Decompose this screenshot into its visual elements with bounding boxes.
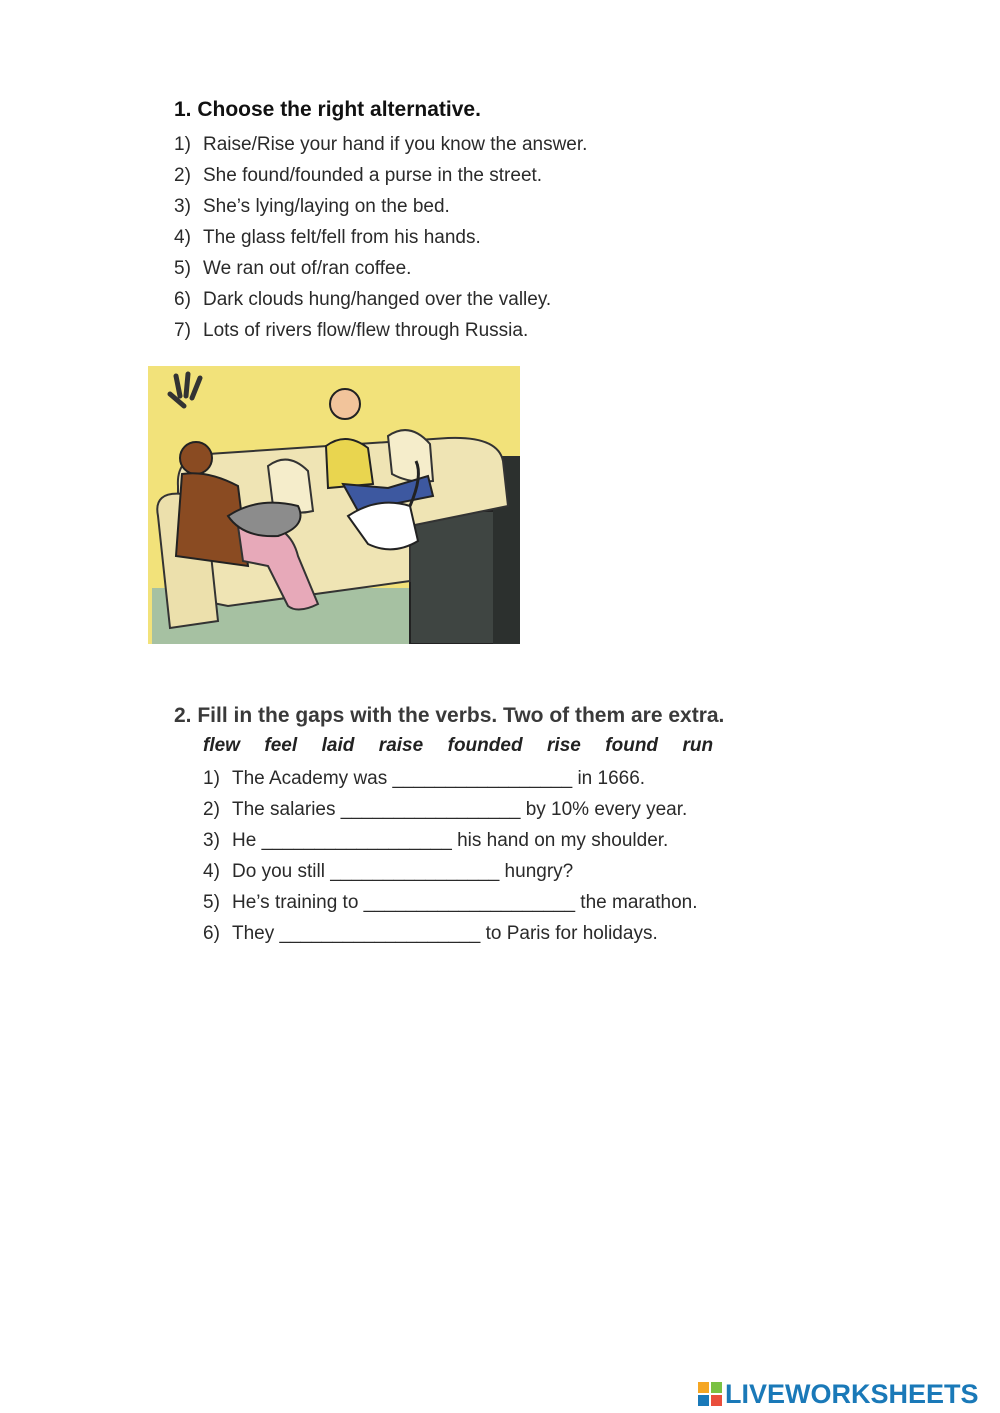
list-item bbox=[203, 858, 698, 889]
list-item bbox=[174, 255, 587, 286]
item-text: Raise/Rise your hand if you know the answer. bbox=[203, 134, 588, 155]
item-number: 6) bbox=[174, 289, 191, 310]
list-item bbox=[174, 224, 587, 255]
item-text: We ran out of/ran coffee. bbox=[203, 258, 412, 279]
item-text: Lots of rivers flow/flew through Russia. bbox=[203, 320, 529, 341]
item-text-after: the marathon. bbox=[575, 892, 698, 913]
liveworksheets-logo[interactable] bbox=[697, 1378, 993, 1410]
item-number: 5) bbox=[174, 258, 191, 279]
item-text-after: hungry? bbox=[499, 861, 574, 882]
word-bank-item: founded bbox=[447, 735, 523, 756]
word-bank-item: raise bbox=[378, 735, 424, 756]
word-bank-item: rise bbox=[547, 735, 581, 756]
word-bank-item: laid bbox=[321, 735, 355, 756]
item-number: 2) bbox=[203, 799, 220, 820]
list-item bbox=[174, 193, 587, 224]
answer-blank[interactable]: _________________ bbox=[340, 799, 521, 820]
answer-blank[interactable]: ____________________ bbox=[363, 892, 576, 913]
list-item bbox=[203, 796, 698, 827]
item-text: Dark clouds hung/hanged over the valley. bbox=[203, 289, 552, 310]
item-text-before: The Academy was bbox=[232, 768, 393, 789]
answer-blank[interactable]: __________________ bbox=[261, 830, 452, 851]
item-text: She found/founded a purse in the street. bbox=[203, 165, 543, 186]
item-text-before: Do you still bbox=[232, 861, 331, 882]
item-text: She’s lying/laying on the bed. bbox=[203, 196, 450, 217]
answer-blank[interactable]: ___________________ bbox=[279, 923, 481, 944]
item-number: 6) bbox=[203, 923, 220, 944]
word-bank bbox=[203, 735, 733, 757]
item-number: 1) bbox=[203, 768, 220, 789]
answer-blank[interactable]: ________________ bbox=[330, 861, 500, 882]
word-bank-item: run bbox=[682, 735, 714, 756]
list-item bbox=[203, 827, 698, 858]
item-number: 5) bbox=[203, 892, 220, 913]
word-bank-item: flew bbox=[203, 735, 240, 756]
section-2-title: 2. Fill in the gaps with the verbs. Two of them are extra. bbox=[174, 704, 725, 727]
list-item bbox=[174, 286, 587, 317]
item-number: 3) bbox=[203, 830, 220, 851]
item-text-after: by 10% every year. bbox=[520, 799, 688, 820]
item-number: 4) bbox=[174, 227, 191, 248]
item-text-after: in 1666. bbox=[572, 768, 646, 789]
item-text-before: They bbox=[232, 923, 280, 944]
item-text-after: his hand on my shoulder. bbox=[451, 830, 669, 851]
item-text-after: to Paris for holidays. bbox=[480, 923, 658, 944]
item-text-before: The salaries bbox=[232, 799, 341, 820]
section-2-list bbox=[203, 765, 698, 951]
cartoon-illustration bbox=[148, 366, 520, 644]
item-text: The glass felt/fell from his hands. bbox=[203, 227, 481, 248]
section-1-title: 1. Choose the right alternative. bbox=[174, 98, 481, 121]
liveworksheets-logo-icon bbox=[697, 1381, 723, 1407]
list-item bbox=[174, 162, 587, 193]
item-number: 1) bbox=[174, 134, 191, 155]
list-item bbox=[174, 131, 587, 162]
list-item bbox=[203, 889, 698, 920]
liveworksheets-logo-text: LIVEWORKSHEETS bbox=[725, 1378, 979, 1409]
item-number: 2) bbox=[174, 165, 191, 186]
item-text-before: He bbox=[232, 830, 262, 851]
item-number: 7) bbox=[174, 320, 191, 341]
item-text-before: He’s training to bbox=[232, 892, 364, 913]
list-item bbox=[203, 920, 698, 951]
item-number: 4) bbox=[203, 861, 220, 882]
word-bank-item: found bbox=[605, 735, 659, 756]
section-1-list bbox=[174, 131, 587, 348]
list-item bbox=[203, 765, 698, 796]
word-bank-item: feel bbox=[264, 735, 298, 756]
item-number: 3) bbox=[174, 196, 191, 217]
list-item bbox=[174, 317, 587, 348]
answer-blank[interactable]: _________________ bbox=[392, 768, 573, 789]
